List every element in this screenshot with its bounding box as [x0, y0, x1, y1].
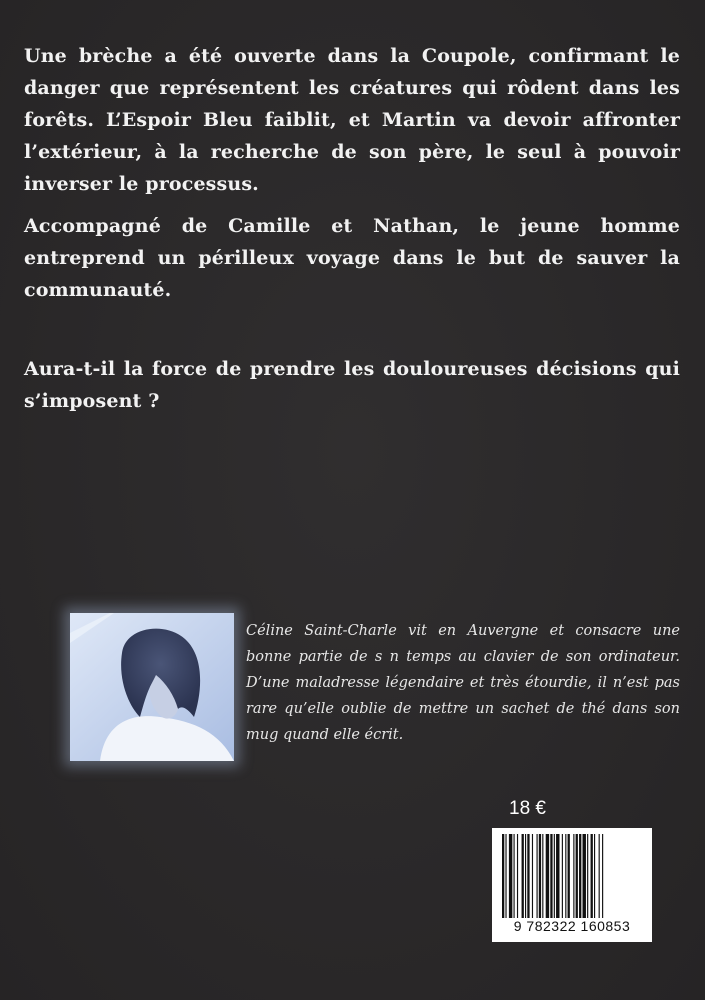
barcode-bar: [587, 834, 588, 918]
barcode-bar: [546, 834, 549, 918]
barcode-bar: [565, 834, 566, 918]
barcode-bar: [583, 834, 586, 918]
barcode-bar: [517, 834, 518, 918]
barcode-bar: [599, 834, 600, 918]
barcode-bar: [550, 834, 552, 918]
barcode: [492, 828, 652, 942]
isbn-number: 9 782322 160853: [513, 918, 631, 934]
barcode-bar: [505, 834, 506, 918]
barcode-bar: [579, 834, 581, 918]
barcode-bar: [502, 834, 504, 918]
author-photo: [70, 613, 234, 761]
blurb-paragraph-1: Une brèche a été ouverte dans la Coupole, confirmant le danger que représentent les créatures qui rôdent dans les forêts. L’Espoir Bleu faiblit, et Martin va devoir affronter l’extérieur, à la recherche de son père, le seul à pouvoir inverser le processus.: [24, 45, 680, 195]
barcode-bar: [573, 834, 574, 918]
barcode-bar: [542, 834, 543, 918]
blurb-question: Aura-t-il la force de prendre les douloureuses décisions qui s’imposent ?: [24, 358, 680, 412]
barcode-bar: [591, 834, 593, 918]
barcode-bar: [602, 834, 603, 918]
barcode-bar: [576, 834, 578, 918]
author-portrait-image: [70, 613, 234, 761]
barcode-bar: [527, 834, 529, 918]
barcode-bar: [532, 834, 533, 918]
barcode-bar: [522, 834, 524, 918]
blurb-text: [24, 40, 680, 427]
barcode-bar: [537, 834, 538, 918]
barcode-bar: [514, 834, 515, 918]
barcode-bar: [556, 834, 559, 918]
barcode-bar: [525, 834, 526, 918]
price-label: 18 €: [509, 798, 546, 819]
barcode-bar: [509, 834, 512, 918]
blurb-paragraph-2: Accompagné de Camille et Nathan, le jeune homme entreprend un périlleux voyage dans le but de sauver la communauté.: [24, 215, 680, 301]
barcode-bar: [594, 834, 595, 918]
barcode-bar: [562, 834, 563, 918]
barcode-bar: [539, 834, 541, 918]
barcode-bar: [554, 834, 555, 918]
barcode-bar: [568, 834, 570, 918]
author-bio: Céline Saint-Charle vit en Auvergne et consacre une bonne partie de s n temps au clavier de son ordinateur. D’une maladresse légendaire et très étourdie, il n’est pas rare qu’elle oublie de mettre un sachet de thé dans son mug quand elle écrit.: [246, 623, 680, 743]
barcode-bars: [500, 834, 644, 918]
